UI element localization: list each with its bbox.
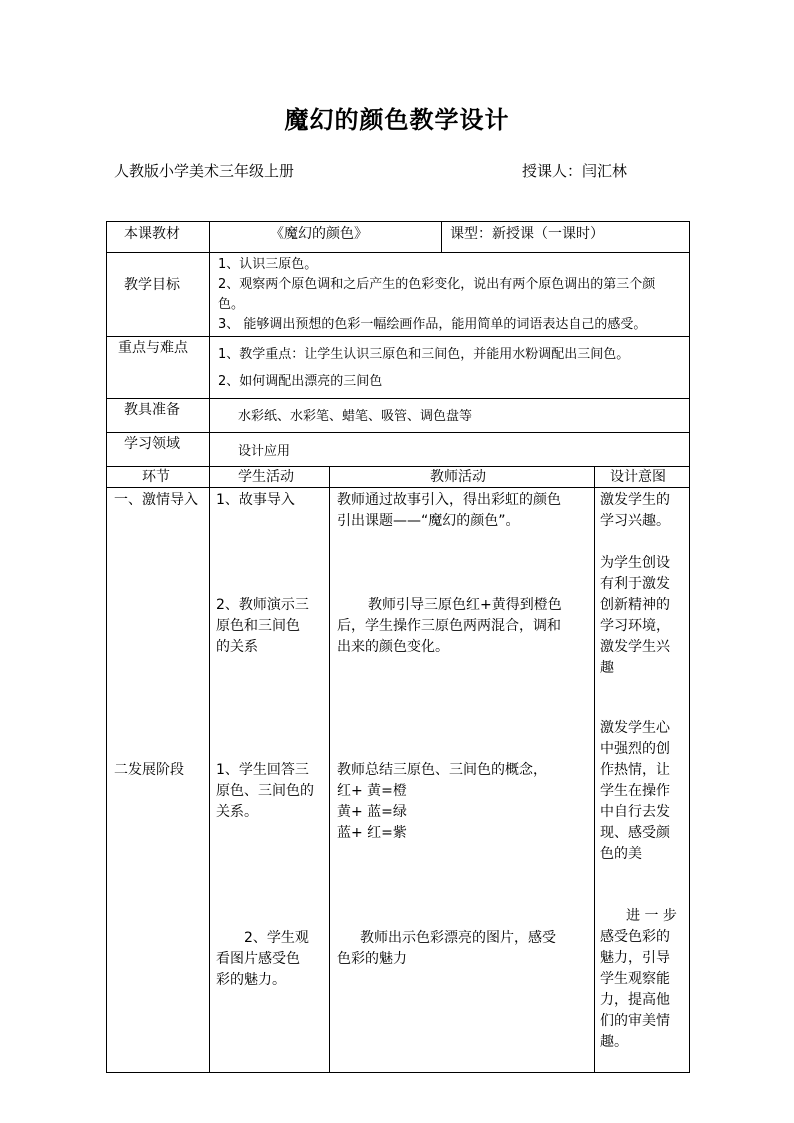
domain-value: 设计应用	[238, 444, 291, 459]
student-activity: 原色和三间色	[216, 618, 300, 634]
design-intent: 学习兴趣。	[600, 513, 670, 529]
goal-item: 3、 能够调出预想的色彩一幅绘画作品，能用简单的词语表达自己的感受。	[218, 317, 647, 332]
design-intent: 力，提高他	[600, 992, 670, 1008]
domain-label: 学习领域	[124, 436, 180, 452]
design-intent: 趣。	[600, 1034, 628, 1050]
goal-item: 色。	[218, 297, 245, 312]
design-intent: 激发学生兴	[600, 639, 670, 655]
student-activity: 关系。	[216, 804, 258, 820]
stage-develop: 二发展阶段	[114, 762, 184, 778]
student-activity: 2、教师演示三	[216, 597, 309, 613]
col-header-intent: 设计意图	[610, 469, 666, 485]
teacher-activity: 出来的颜色变化。	[337, 639, 449, 655]
document-title: 魔幻的颜色教学设计	[284, 105, 510, 134]
student-activity: 看图片感受色	[216, 951, 300, 967]
key-label: 重点与难点	[118, 340, 188, 356]
student-activity: 彩的魅力。	[216, 972, 286, 988]
design-intent: 创新精神的	[600, 597, 670, 613]
goal-item: 2、观察两个原色调和之后产生的色彩变化，说出有两个原色调出的第三个颜	[218, 277, 656, 292]
design-intent: 激发学生的	[600, 492, 670, 508]
teacher-activity: 黄+ 蓝=绿	[337, 804, 407, 820]
student-activity: 的关系	[216, 639, 258, 655]
design-intent: 为学生创设	[600, 555, 670, 571]
col-header-stage: 环节	[142, 469, 170, 485]
design-intent: 们的审美情	[600, 1013, 670, 1029]
design-intent: 色的美	[600, 846, 642, 862]
design-intent: 学习环境，	[600, 618, 670, 634]
teacher-activity: 教师出示色彩漂亮的图片，感受	[360, 930, 556, 946]
design-intent: 中强烈的创	[600, 741, 670, 757]
stage-intro: 一、激情导入	[114, 492, 198, 508]
teacher-activity: 教师通过故事引入，得出彩虹的颜色	[337, 492, 561, 508]
tools-value: 水彩纸、水彩笔、蜡笔、吸管、调色盘等	[238, 409, 473, 424]
teacher-activity: 引出课题——“魔幻的颜色”。	[337, 513, 520, 529]
design-intent: 中自行去发	[600, 804, 670, 820]
key-point: 1、教学重点：让学生认识三原色和三间色，并能用水粉调配出三间色。	[218, 347, 630, 362]
teacher-info: 授课人：闫汇林	[522, 162, 628, 180]
goals-label: 教学目标	[124, 277, 180, 293]
teacher-activity: 教师引导三原色红+黄得到橙色	[368, 597, 562, 613]
teacher-activity: 色彩的魅力	[337, 951, 407, 967]
design-intent: 魅力，引导	[600, 950, 670, 966]
col-header-teacher: 教师活动	[430, 469, 486, 485]
design-intent: 激发学生心	[600, 720, 670, 736]
material-value: 《魔幻的颜色》	[270, 226, 368, 242]
student-activity: 1、学生回答三	[216, 762, 309, 778]
design-intent: 进 一 步	[626, 908, 677, 924]
student-activity: 1、故事导入	[216, 492, 295, 508]
design-intent: 趣	[600, 660, 614, 676]
teacher-activity: 红+ 黄=橙	[337, 783, 407, 799]
teacher-activity: 蓝+ 红=紫	[337, 825, 407, 841]
design-intent: 感受色彩的	[600, 929, 670, 945]
lesson-type: 课型：新授课（一课时）	[450, 226, 604, 242]
teacher-activity: 教师总结三原色、三间色的概念，	[337, 762, 547, 778]
goal-item: 1、认识三原色。	[218, 257, 318, 272]
key-point: 2、如何调配出漂亮的三间色	[218, 374, 383, 389]
teacher-activity: 后，学生操作三原色两两混合，调和	[337, 618, 561, 634]
design-intent: 学生在操作	[600, 783, 670, 799]
design-intent: 有利于激发	[600, 576, 670, 592]
design-intent: 作热情，让	[600, 762, 670, 778]
student-activity: 2、学生观	[244, 930, 309, 946]
col-header-student: 学生活动	[238, 469, 294, 485]
material-label: 本课教材	[124, 226, 180, 242]
design-intent: 学生观察能	[600, 971, 670, 987]
design-intent: 现、感受颜	[600, 825, 670, 841]
textbook-info: 人教版小学美术三年级上册	[114, 162, 295, 180]
student-activity: 原色、三间色的	[216, 783, 314, 799]
tools-label: 教具准备	[124, 402, 180, 418]
